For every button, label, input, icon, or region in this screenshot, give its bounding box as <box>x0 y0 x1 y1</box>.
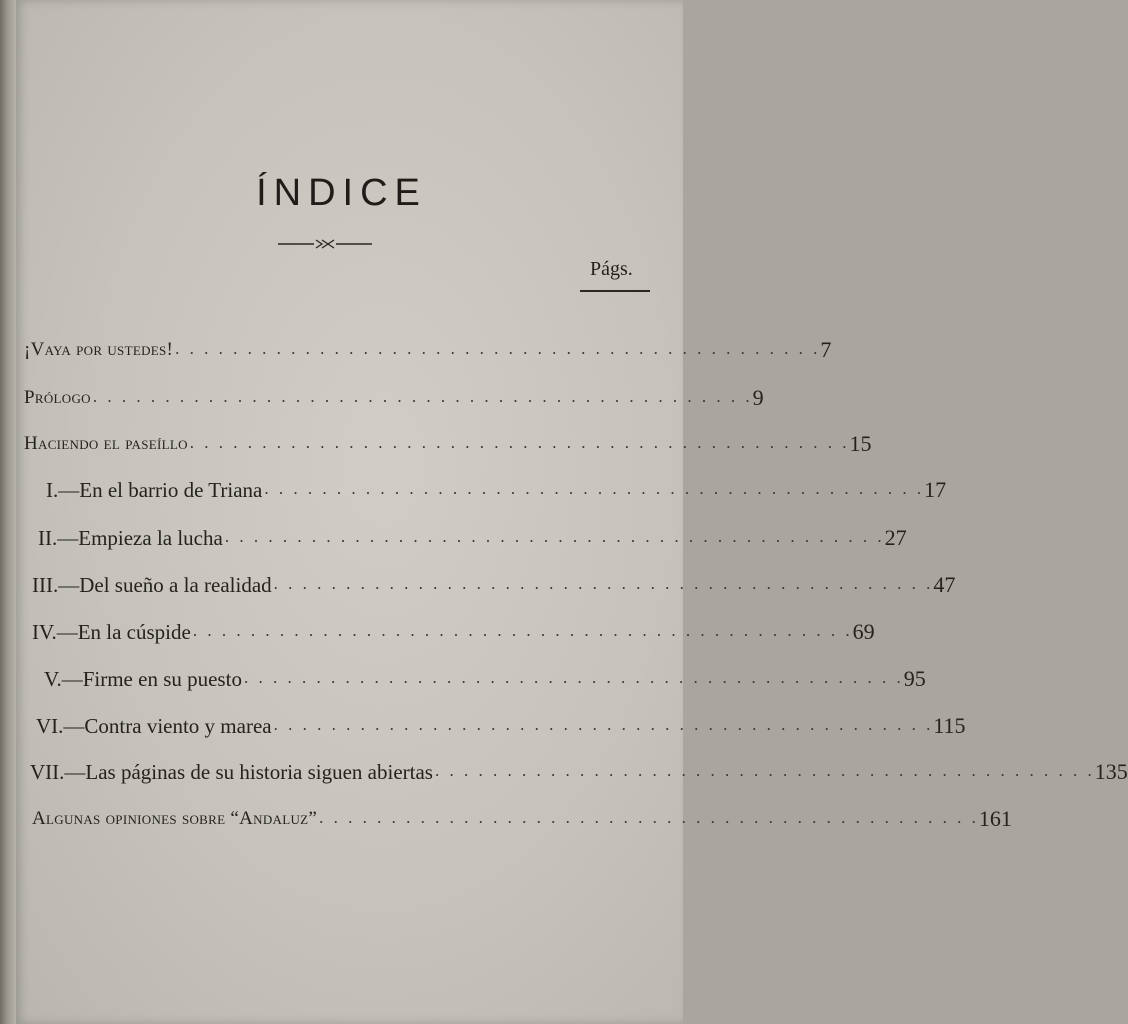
toc-entry-page: 115 <box>933 713 966 738</box>
toc-entry <box>24 330 832 362</box>
toc-entry-label: ¡Vaya por ustedes! <box>24 339 174 360</box>
toc-entry <box>32 565 956 597</box>
toc-entry-label: IV.—En la cúspide <box>32 620 191 644</box>
toc-entry-page: 17 <box>924 477 947 502</box>
toc-entry-page: 47 <box>933 572 956 597</box>
toc-entry <box>36 706 966 738</box>
pages-column-header: Págs. <box>590 258 633 280</box>
toc-entry <box>30 752 1128 784</box>
dot-leader: . . . . . . . . . . . . . . . . . . . . . . . . . . . . . . . . . . . . . . . . . . . . . . <box>273 574 934 593</box>
toc-entry-label: I.—En el barrio de Triana <box>46 478 263 502</box>
dot-leader: . . . . . . . . . . . . . . . . . . . . . . . . . . . . . . . . . . . . . . . . . . . . . . <box>319 808 979 827</box>
dot-leader: . . . . . . . . . . . . . . . . . . . . . . . . . . . . . . . . . . . . . . . . . . . . . . <box>434 761 1095 780</box>
toc-entry <box>32 612 875 644</box>
toc-entry <box>32 799 1012 831</box>
toc-entry-label: Haciendo el paseíllo <box>24 433 188 454</box>
index-heading: ÍNDICE <box>256 172 427 214</box>
toc-entry-label: V.—Firme en su puesto <box>44 667 242 691</box>
toc-entry-page: 27 <box>884 525 907 550</box>
toc-entry-page: 7 <box>820 337 832 362</box>
dot-leader: . . . . . . . . . . . . . . . . . . . . . . . . . . . . . . . . . . . . . . . . . . . . . . <box>264 479 925 498</box>
toc-entry-page: 15 <box>849 431 872 456</box>
toc-entry-page: 9 <box>752 385 764 410</box>
toc-entry-label: VI.—Contra viento y marea <box>36 714 272 738</box>
dot-leader: . . . . . . . . . . . . . . . . . . . . . . . . . . . . . . . . . . . . . . . . . . . . . <box>175 339 821 358</box>
dot-leader: . . . . . . . . . . . . . . . . . . . . . . . . . . . . . . . . . . . . . . . . . . . . . . <box>224 527 885 546</box>
toc-entry-page: 161 <box>978 806 1012 831</box>
toc-entry-label: II.—Empieza la lucha <box>38 526 223 550</box>
dot-leader: . . . . . . . . . . . . . . . . . . . . . . . . . . . . . . . . . . . . . . . . . . . . . . <box>243 668 904 687</box>
dot-leader: . . . . . . . . . . . . . . . . . . . . . . . . . . . . . . . . . . . . . . . . . . . . . . <box>192 621 853 640</box>
toc-entry-page: 69 <box>852 619 875 644</box>
toc-entry-label: Prólogo <box>24 387 91 408</box>
toc-entry <box>24 378 764 410</box>
toc-entry-label: VII.—Las páginas de su historia siguen abiertas <box>30 760 433 784</box>
dot-leader: . . . . . . . . . . . . . . . . . . . . . . . . . . . . . . . . . . . . . . . . . . . . . . <box>92 387 753 406</box>
toc-entry-page: 95 <box>903 666 926 691</box>
toc-entry-page: 135 <box>1094 759 1128 784</box>
toc-entry <box>44 659 926 691</box>
toc-entry-label: Algunas opiniones sobre “Andaluz” <box>32 808 318 829</box>
toc-entry <box>46 470 947 502</box>
toc-entry <box>38 518 907 550</box>
toc-entry-label: III.—Del sueño a la realidad <box>32 573 272 597</box>
toc-entry <box>24 424 872 456</box>
dot-leader: . . . . . . . . . . . . . . . . . . . . . . . . . . . . . . . . . . . . . . . . . . . . . . <box>189 433 850 452</box>
dot-leader: . . . . . . . . . . . . . . . . . . . . . . . . . . . . . . . . . . . . . . . . . . . . . . <box>273 715 934 734</box>
